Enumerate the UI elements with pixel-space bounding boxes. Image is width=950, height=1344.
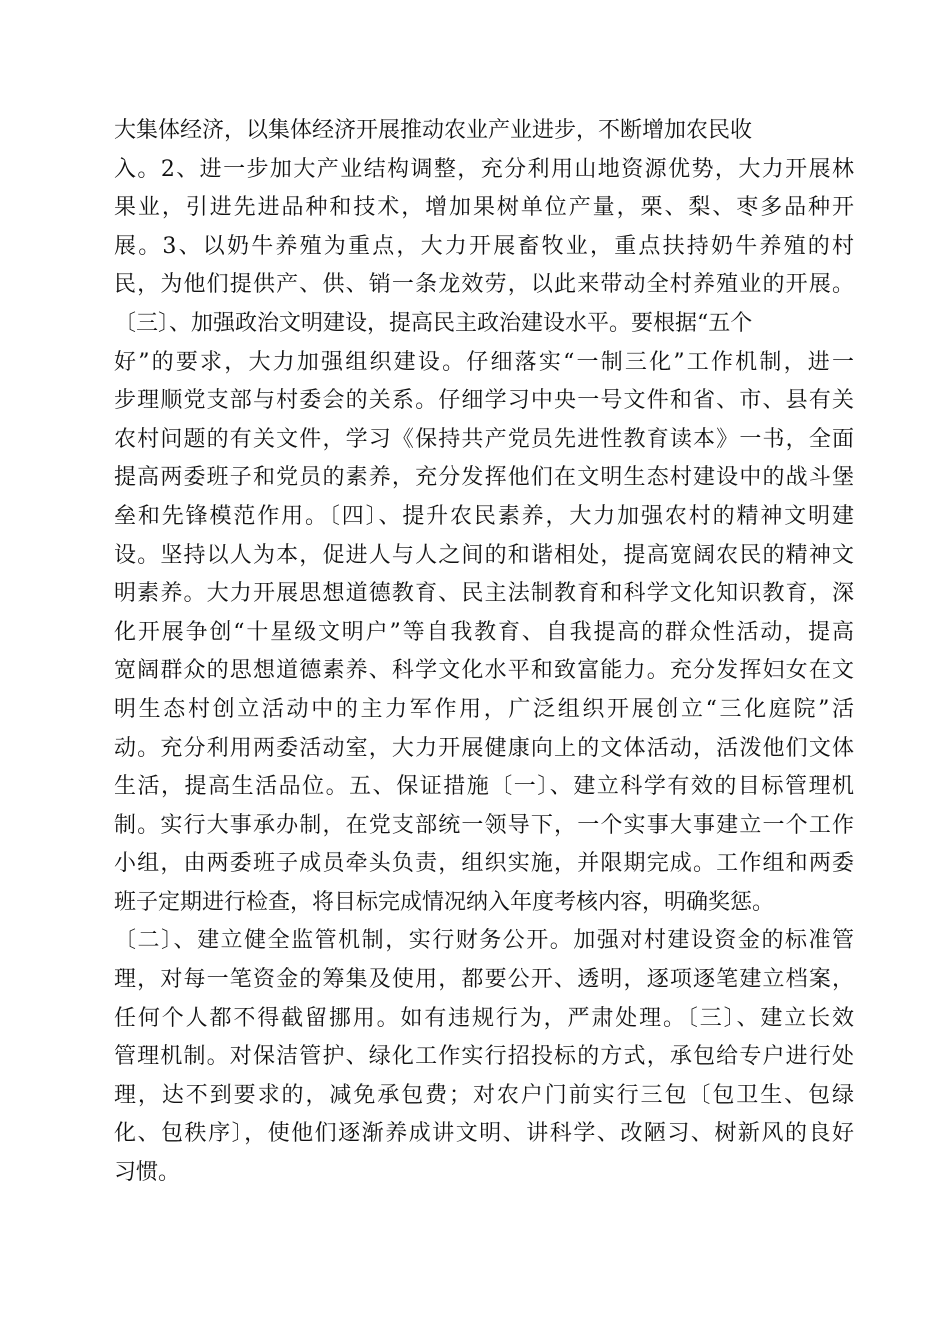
text-line: 化开展争创“十星级文明户”等自我教育、自我提高的群众性活动，提高 [114,619,854,645]
text-line: 好”的要求，大力加强组织建设。仔细落实“一制三化”工作机制，进一 [114,349,854,375]
text-line: 〔三〕、加强政治文明建设，提高民主政治建设水平。要根据“五个 [114,310,753,336]
text-line: 理，对每一笔资金的筹集及使用，都要公开、透明，逐项逐笔建立档案， [114,967,854,993]
text-line: 农村问题的有关文件，学习《保持共产党员先进性教育读本》一书，全面 [114,426,854,452]
text-line: 步理顺党支部与村委会的关系。仔细学习中央一号文件和省、市、县有关 [114,388,854,414]
text-line: 大集体经济，以集体经济开展推动农业产业进步，不断增加农民收 [114,118,753,143]
text-line: 动。充分利用两委活动室，大力开展健康向上的文体活动，活泼他们文体 [114,735,854,761]
text-line: 设。坚持以人为本，促进人与人之间的和谐相处，提高宽阔农民的精神文 [114,542,854,568]
text-line: 班子定期进行检查，将目标完成情况纳入年度考核内容，明确奖惩。 [114,889,775,915]
text-line: 垒和先锋模范作用。〔四〕、提升农民素养，大力加强农村的精神文明建 [114,503,854,529]
text-line: 生活，提高生活品位。五、保证措施〔一〕、建立科学有效的目标管理机 [114,774,854,800]
text-line: 入。2、进一步加大产业结构调整，充分利用山地资源优势，大力开展林 [114,156,854,182]
text-line: 明素养。大力开展思想道德教育、民主法制教育和科学文化知识教育，深 [114,581,854,607]
text-line: 管理机制。对保洁管护、绿化工作实行招投标的方式，承包给专户进行处 [114,1044,854,1070]
body-text [114,112,854,1193]
text-line: 展。3、以奶牛养殖为重点，大力开展畜牧业，重点扶持奶牛养殖的村 [114,233,854,259]
text-line: 果业，引进先进品种和技术，增加果树单位产量，栗、梨、枣多品种开 [114,195,854,221]
text-line: 化、包秩序〕，使他们逐渐养成讲文明、讲科学、改陋习、树新风的良好 [114,1121,854,1147]
text-line: 理，达不到要求的，减免承包费；对农户门前实行三包〔包卫生、包绿 [114,1082,854,1108]
text-line: 任何个人都不得截留挪用。如有违规行为，严肃处理。〔三〕、建立长效 [114,1005,854,1031]
text-line: 〔二〕、建立健全监管机制，实行财务公开。加强对村建设资金的标准管 [114,928,854,954]
text-line: 提高两委班子和党员的素养，充分发挥他们在文明生态村建设中的战斗堡 [114,465,854,491]
text-line: 制。实行大事承办制，在党支部统一领导下，一个实事大事建立一个工作 [114,812,854,838]
text-line: 明生态村创立活动中的主力军作用，广泛组织开展创立“三化庭院”活 [114,696,854,722]
text-line: 小组，由两委班子成员牵头负责，组织实施，并限期完成。工作组和两委 [114,851,854,877]
text-line: 宽阔群众的思想道德素养、科学文化水平和致富能力。充分发挥妇女在文 [114,658,854,684]
text-line: 民，为他们提供产、供、销一条龙效劳，以此来带动全村养殖业的开展。 [114,272,854,298]
text-line: 习惯。 [114,1160,181,1186]
